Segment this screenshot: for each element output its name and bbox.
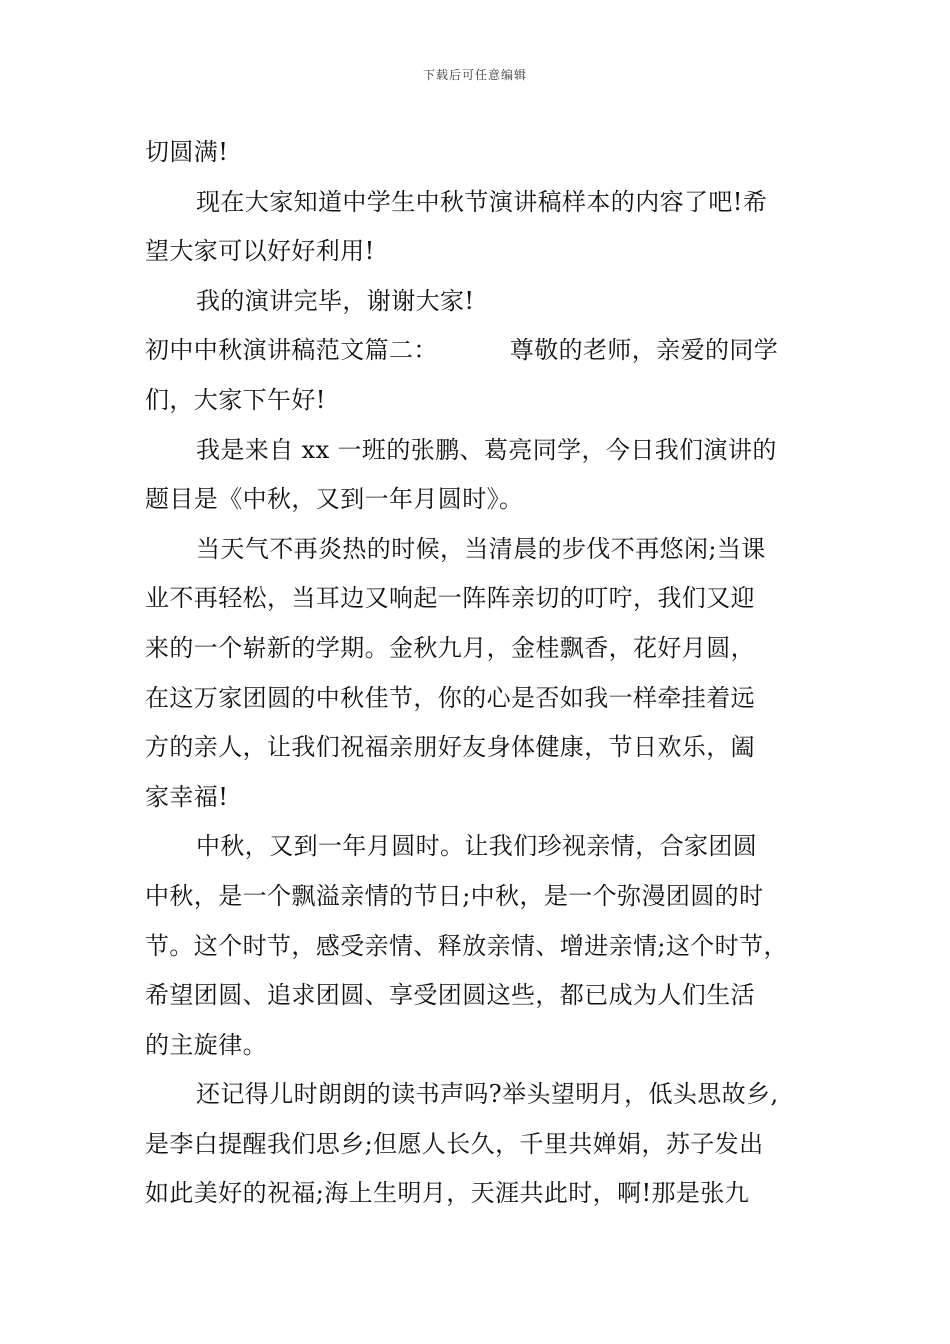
text-line: 来的一个崭新的学期。金秋九月，金桂飘香，花好月圆，: [145, 633, 755, 662]
text-line: 我的演讲完毕，谢谢大家!: [196, 286, 475, 315]
text-line: 题目是《中秋，又到一年月圆时》。: [145, 485, 524, 514]
text-line: 节。这个时节，感受亲情、释放亲情、增进亲情;这个时节，: [145, 931, 788, 960]
text-line: 的主旋律。: [145, 1030, 267, 1059]
text-line: 们，大家下午好!: [145, 385, 326, 414]
text-line: 方的亲人，让我们祝福亲朋好友身体健康，节日欢乐，阖: [145, 733, 755, 762]
text-line: 现在大家知道中学生中秋节演讲稿样本的内容了吧!希: [196, 187, 768, 216]
text-line: 中秋，又到一年月圆时。让我们珍视亲情，合家团圆: [196, 832, 758, 861]
document-body: [145, 128, 817, 1219]
text-line: 我是来自 xx 一班的张鹏、葛亮同学，今日我们演讲的: [196, 435, 777, 464]
text-line: 中秋，是一个飘溢亲情的节日;中秋，是一个弥漫团圆的时: [145, 881, 764, 910]
text-line: 望大家可以好好利用!: [145, 237, 375, 266]
section-heading: 初中中秋演讲稿范文篇二：: [145, 336, 438, 365]
text-line: 如此美好的祝福;海上生明月，天涯共此时，啊!那是张九: [145, 1179, 750, 1208]
salutation: 尊敬的老师，亲爱的同学: [509, 336, 779, 365]
text-line: 是李白提醒我们思乡;但愿人长久，千里共婵娟，苏子发出: [145, 1129, 764, 1158]
text-line: 希望团圆、追求团圆、享受团圆这些，都已成为人们生活: [145, 981, 755, 1010]
text-line-with-heading: [145, 326, 817, 376]
text-line: 家幸福!: [145, 782, 229, 811]
text-line: 当天气不再炎热的时候，当清晨的步伐不再悠闲;当课: [196, 534, 766, 563]
text-line: 切圆满!: [145, 138, 229, 166]
page-header: 下载后可任意编辑: [422, 68, 527, 82]
text-line: 还记得儿时朗朗的读书声吗?举头望明月，低头思故乡,: [196, 1080, 779, 1109]
text-line: 在这万家团圆的中秋佳节，你的心是否如我一样牵挂着远: [145, 683, 755, 712]
text-line: 业不再轻松，当耳边又响起一阵阵亲切的叮咛，我们又迎: [145, 584, 755, 613]
